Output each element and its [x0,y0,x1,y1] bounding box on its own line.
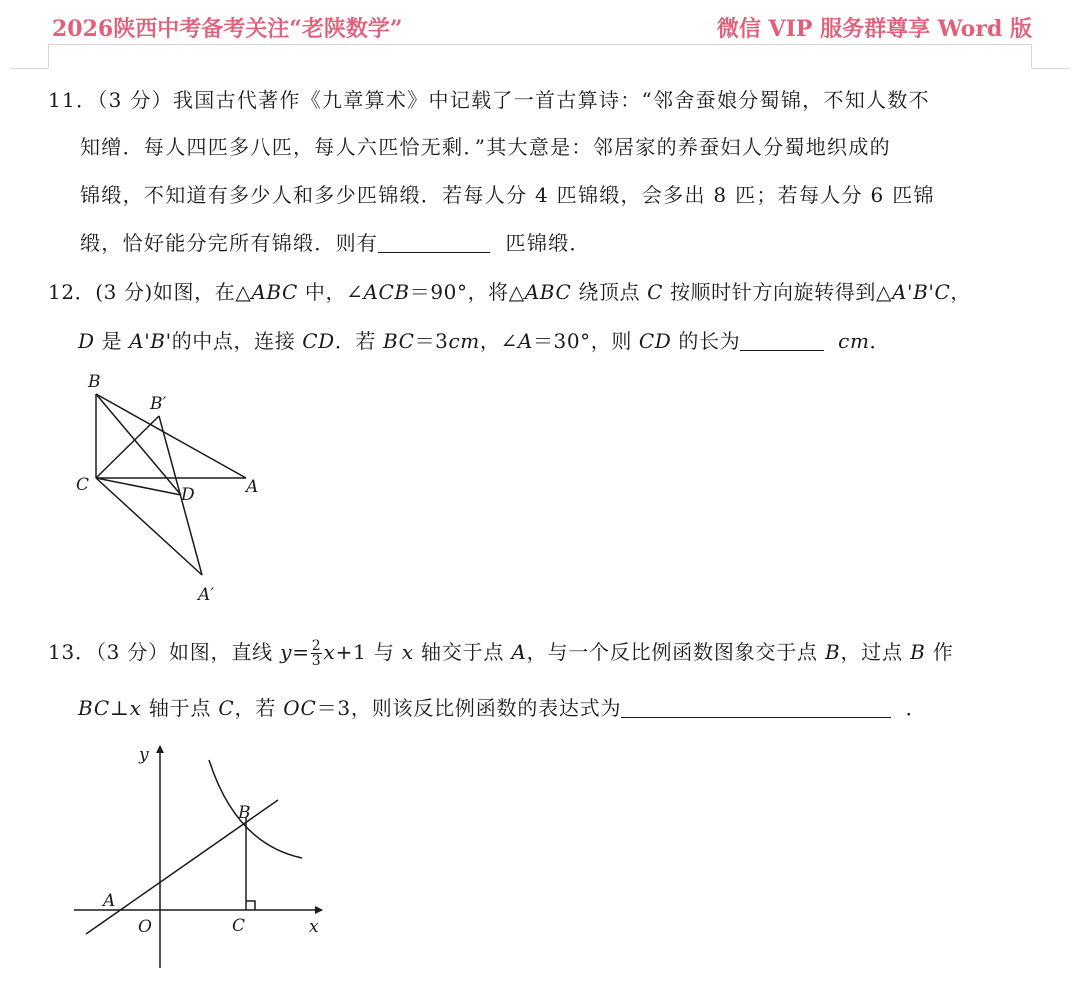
q12-math: BC [382,329,415,353]
segment-CBprime [96,416,159,478]
q13-math: x [129,696,142,720]
q13-math: B [825,640,841,664]
header-corner-right-vertical [1031,44,1032,68]
q13-line-1 [48,636,954,668]
label-A: A [103,891,116,911]
q11-line-1: 11．（3 分）我国古代著作《九章算术》中记载了一首古算诗：“邻舍蚕娘分蜀锦，不知人数不 [48,88,930,112]
q12-math: D [78,329,95,353]
header-rule [48,44,1032,45]
q12-line-1 [48,276,971,305]
q13-fraction [311,639,323,668]
header-corner-left [10,68,48,69]
header-corner-left-vertical [48,44,49,68]
q12-math: CD [302,329,335,353]
q12-math: A'B'C [891,280,951,304]
header-corner-right [1032,68,1070,69]
q11-line-4-text: 缎，恰好能分完所有锦缎．则有 [80,231,379,255]
q12-math: ABC [524,280,572,304]
q12-text: 的中点，连接 [171,329,303,353]
q12-text: 是 [94,329,130,353]
q11-line-2: 知缯．每人四匹多八匹，每人六匹恰无剩．”其大意是：邻居家的养蚕妇人分蜀地织成的 [80,135,891,159]
q12-math: A'B' [129,329,172,353]
label-B: B [88,372,101,392]
q12-text: 中，∠ [297,280,364,304]
label-C: C [232,916,246,936]
q13-math: C [218,696,235,720]
q12-text: 12．(3 分)如图，在△ [48,280,252,304]
q12-text: ＝30°，则 [532,329,639,353]
q12-math: cm [448,329,480,353]
q13-text: ＝3，则该反比例函数的表达式为 [316,696,622,720]
q12-text: ＝3 [414,329,449,353]
q12-text: ．若 [334,329,383,353]
q12-text: ， [950,280,972,304]
hyperbola-branch [209,760,302,858]
q12-text: ． [869,329,891,353]
q12-math: cm [838,329,870,353]
q13-math: x [401,640,414,664]
q12-text: 绕顶点 [571,280,648,304]
label-O: O [138,917,152,937]
q13-math: A [511,640,527,664]
q11-line-3: 锦缎，不知道有多少人和多少匹锦缎．若每人分 4 匹锦缎，会多出 8 匹；若每人分 6 匹锦 [80,183,935,207]
fraction-denominator: 3 [311,653,322,669]
q12-math: CD [638,329,672,353]
q13-math: OC [283,696,317,720]
q13-text: ． [905,696,927,720]
label-y: y [139,745,149,765]
q13-math: y [280,640,293,664]
q12-text: 按顺时针方向旋转得到△ [663,280,892,304]
q13-text: ，与一个反比例函数图象交于点 [526,640,825,664]
q13-math: x [323,640,336,664]
q13-line-2 [78,692,926,721]
q12-math: ABC [251,280,298,304]
label-Aprime: A′ [198,585,215,605]
q12-text: ＝90°，将△ [409,280,525,304]
label-D: D [181,485,195,505]
q13-text: ，若 [234,696,284,720]
fraction-numerator: 2 [311,638,322,654]
q13-text: 轴于点 [141,696,219,720]
q12-text: 的长为 [671,329,741,353]
q12-line-2 [78,325,890,354]
label-A: A [246,477,259,497]
header-left-title: 2026陕西中考备考关注“老陕数学” [52,16,403,42]
q12-math: C [647,280,663,304]
label-x: x [309,917,319,937]
q13-text: +1 与 [335,640,402,664]
segment-BA [96,394,246,478]
q13-math: B [910,640,926,664]
q12-math: ACB [363,280,410,304]
header-right-title: 微信 VIP 服务群尊享 Word 版 [716,16,1032,42]
q12-math: A [517,329,533,353]
q12-figure [70,368,270,608]
q12-text: ，∠ [479,329,518,353]
right-angle-mark [246,901,255,910]
label-B: B [238,803,251,823]
label-Bprime: B′ [150,394,167,414]
q13-answer-blank[interactable] [621,697,891,718]
q13-text: 作 [925,640,954,664]
label-C: C [76,475,90,495]
q13-text: = [292,640,310,664]
q13-text: 轴交于点 [413,640,512,664]
q13-text: 13．（3 分）如图，直线 [48,640,281,664]
q13-figure [66,738,336,972]
q13-text: ⊥ [109,696,130,720]
q11-line-4-tail: 匹锦缎． [505,231,591,255]
q12-answer-blank[interactable] [740,330,824,351]
q13-math: BC [78,696,110,720]
q11-line-4 [80,227,591,256]
q11-answer-blank[interactable] [378,232,490,253]
q13-text: ，过点 [840,640,911,664]
